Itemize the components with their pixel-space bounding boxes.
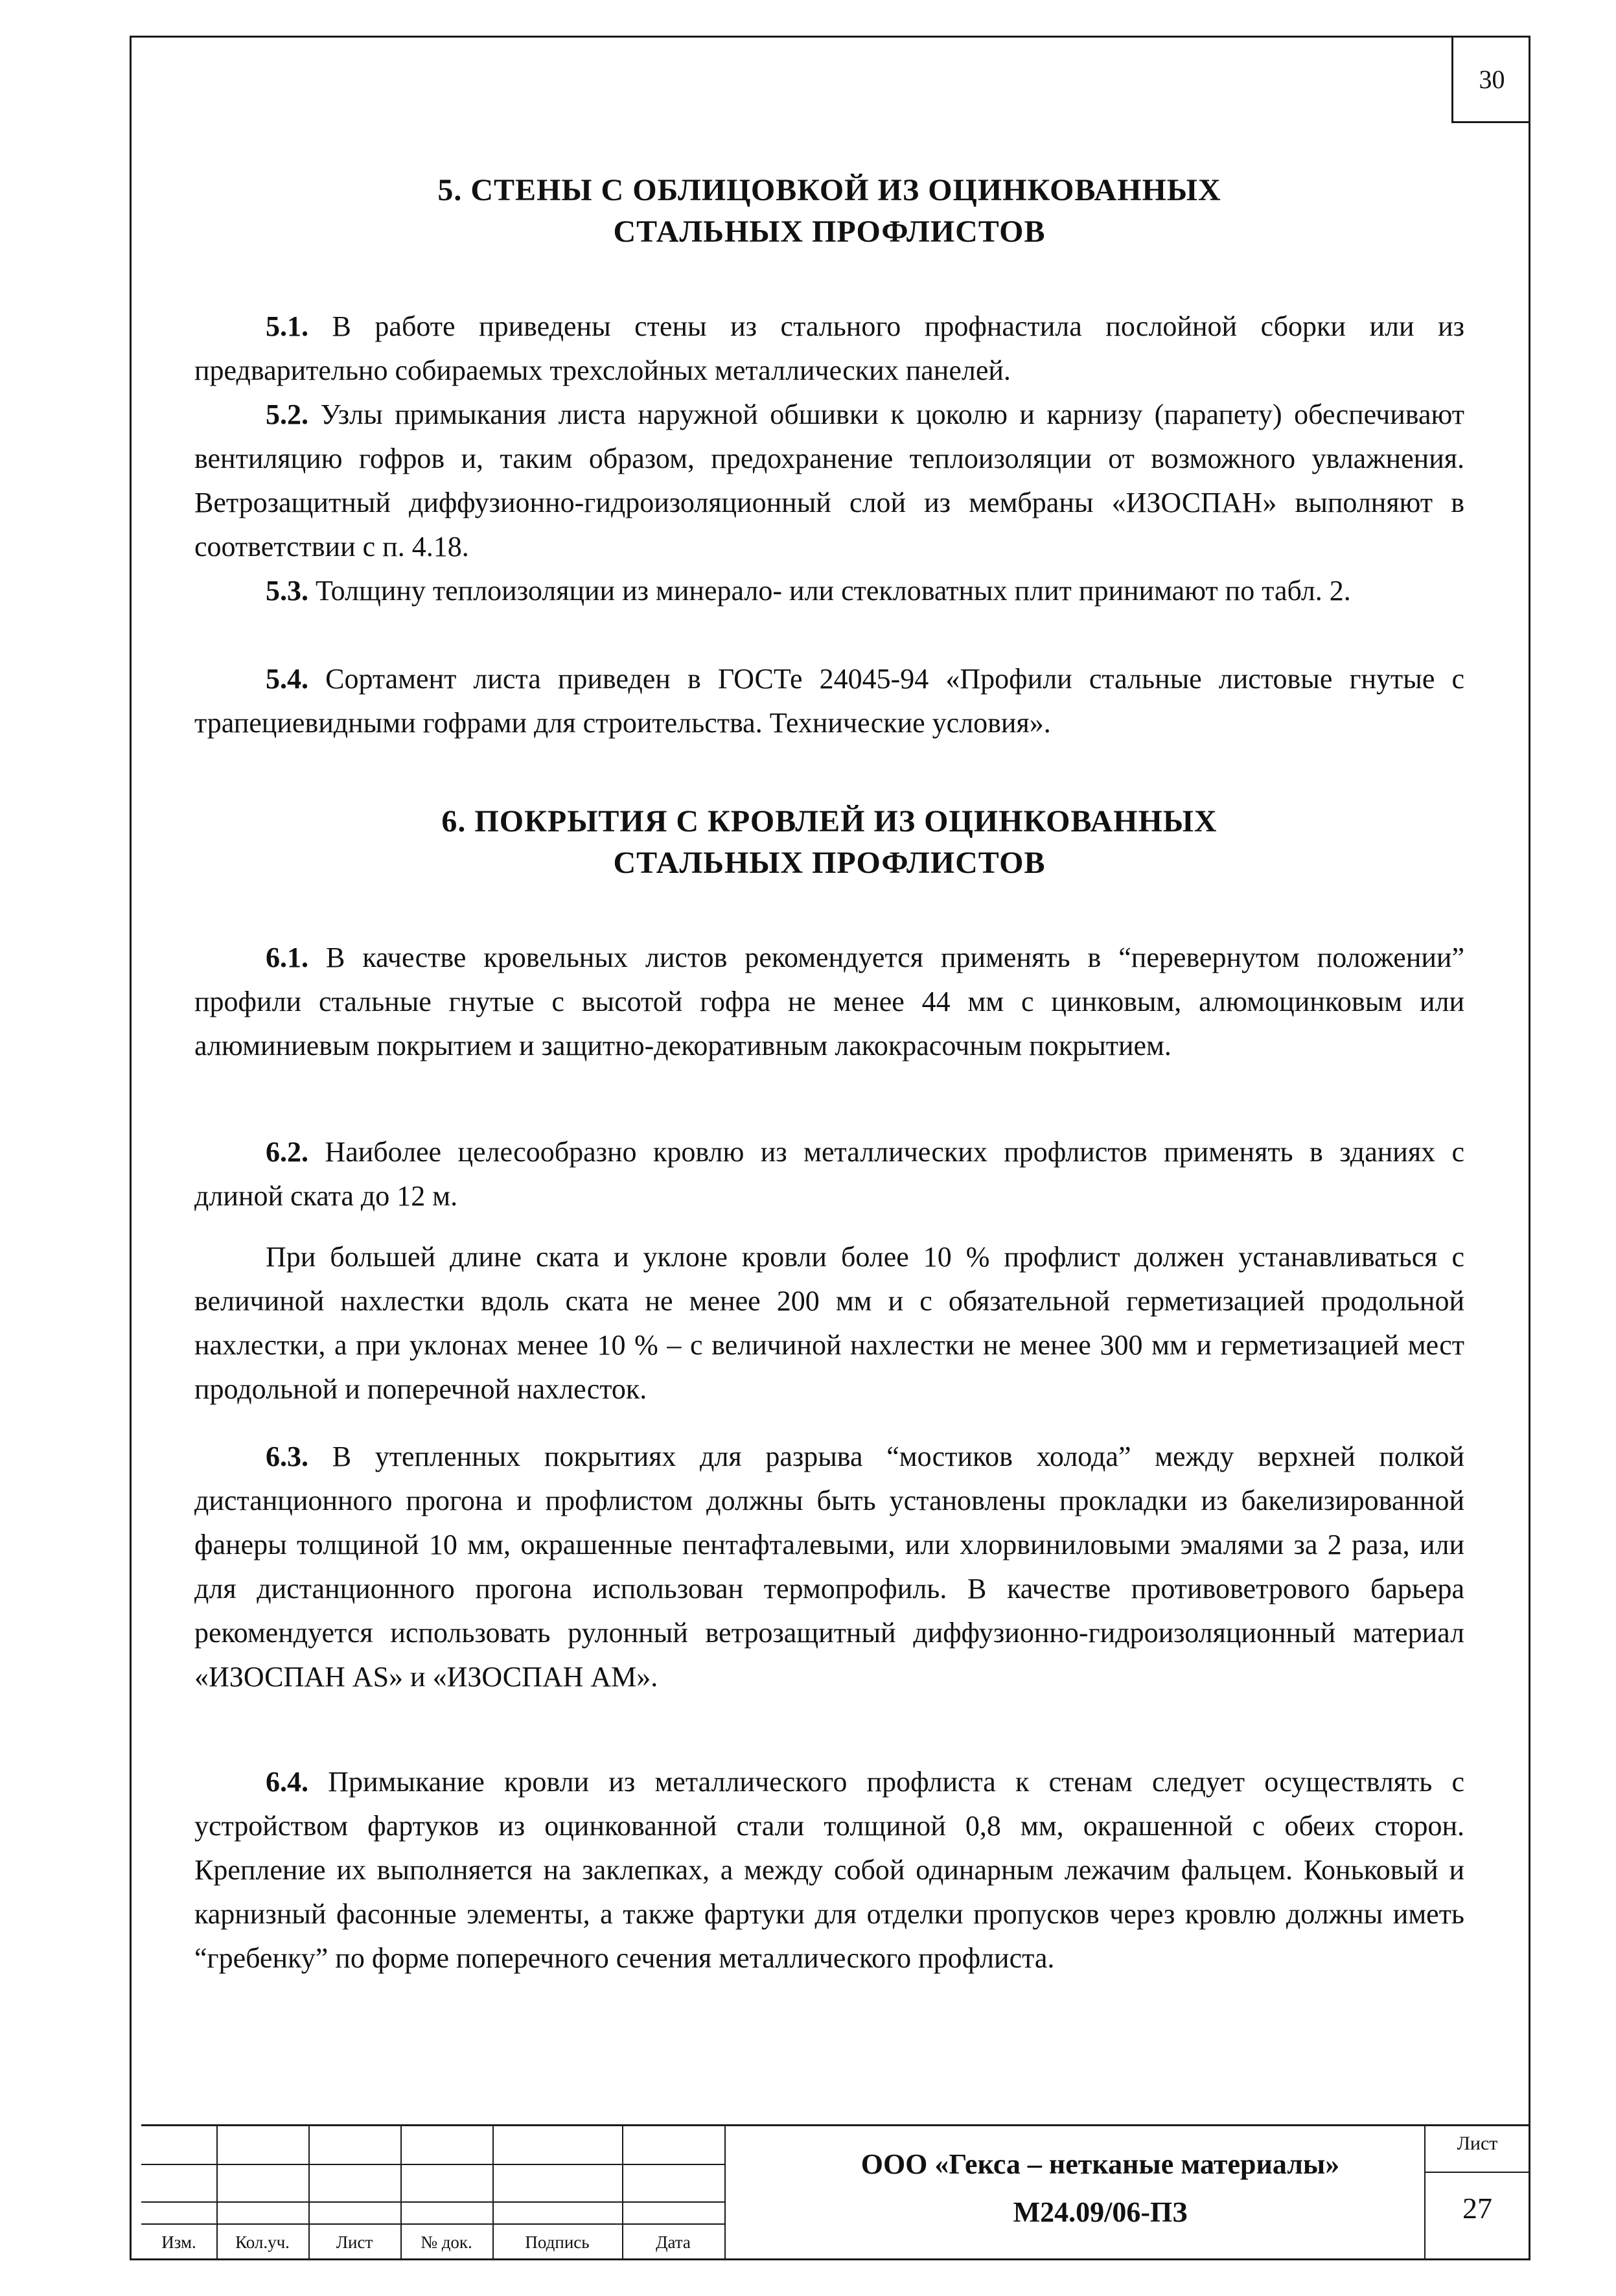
section-5-title bbox=[194, 170, 1464, 253]
section-5-title-line1: 5. СТЕНЫ С ОБЛИЦОВКОЙ ИЗ ОЦИНКОВАННЫХ bbox=[437, 173, 1221, 207]
document-code: М24.09/06-ПЗ bbox=[1013, 2196, 1188, 2228]
section-5-title-line2: СТАЛЬНЫХ ПРОФЛИСТОВ bbox=[613, 215, 1046, 249]
stamp-organization bbox=[776, 2140, 1424, 2236]
stamp-column-line bbox=[724, 2126, 726, 2260]
paragraph-5-2: 5.2. Узлы примыкания листа наружной обшивки к цоколю и карнизу (парапету) обеспечивают вентиляцию гофров и, таким образом, предохранение теплоизоляции от возможного увлажнения. Ветрозащитный диффузионно-гидроизоляционный слой из мембраны «ИЗОСПАН» выполняют в соответствии с п. 4.18. bbox=[194, 399, 1464, 562]
organization-name: ООО «Гекса – нетканые материалы» bbox=[860, 2148, 1340, 2180]
stamp-col-kol-uch: Кол.уч. bbox=[235, 2232, 290, 2252]
paragraph-6-4: 6.4. Примыкание кровли из металлического профлиста к стенам следует осуществлять с устройством фартуков из оцинкованной стали толщиной 0,8 мм, окрашенной с обеих сторон. Крепление их выполняется на заклепках, а между собой одинарным лежачим фальцем. Коньковый и карнизный фасонные элементы, а также фартуки для отделки пропусков через кровлю должны иметь “гребенку” по форме поперечного сечения металлического профлиста. bbox=[194, 1766, 1464, 1974]
stamp-row-line bbox=[141, 2164, 724, 2165]
stamp-col-izm: Изм. bbox=[161, 2232, 196, 2252]
paragraph-5-4: 5.4. Сортамент листа приведен в ГОСТе 24045-94 «Профили стальные листовые гнутые с трапециевидными гофрами для строительства. Технические условия». bbox=[194, 663, 1464, 739]
section-6-title bbox=[194, 801, 1464, 884]
stamp-col-list: Лист bbox=[336, 2232, 373, 2252]
stamp-sheet-number: 27 bbox=[1462, 2192, 1492, 2225]
section-6-title-line1: 6. ПОКРЫТИЯ С КРОВЛЕЙ ИЗ ОЦИНКОВАННЫХ bbox=[441, 804, 1218, 839]
stamp-row-line bbox=[1424, 2172, 1530, 2173]
stamp-col-signature: Подпись bbox=[525, 2232, 590, 2252]
stamp-col-doc-number: № док. bbox=[421, 2232, 472, 2252]
paragraph-6-2-continued: При большей длине ската и уклоне кровли более 10 % профлист должен устанавливаться с величиной нахлестки вдоль ската не менее 200 мм и с обязательной герметизацией продольной нахлестки, а при уклонах менее 10 % – с величиной нахлестки не менее 300 мм и герметизацией мест продольной и поперечной нахлесток. bbox=[194, 1241, 1464, 1405]
paragraph-5-3: 5.3. Толщину теплоизоляции из минерало- или стекловатных плит принимают по табл. 2. bbox=[266, 575, 1351, 607]
paragraph-5-1: 5.1. В работе приведены стены из стального профнастила послойной сборки или из предварительно собираемых трехслойных металлических панелей. bbox=[194, 310, 1464, 386]
title-block-stamp bbox=[141, 2124, 1530, 2260]
stamp-row-line bbox=[141, 2201, 724, 2203]
stamp-row-line bbox=[141, 2223, 724, 2225]
paragraph-6-1: 6.1. В качестве кровельных листов рекомендуется применять в “перевернутом положении” профили стальные гнутые с высотой гофра не менее 44 мм с цинковым, алюмоцинковым или алюминиевым покрытием и защитно-декоративным лакокрасочным покрытием. bbox=[194, 942, 1464, 1061]
section-6-title-line2: СТАЛЬНЫХ ПРОФЛИСТОВ bbox=[613, 846, 1046, 880]
top-page-number: 30 bbox=[1451, 38, 1530, 123]
paragraph-6-2: 6.2. Наиболее целесообразно кровлю из металлических профлистов применять в зданиях с длиной ската до 12 м. bbox=[194, 1136, 1464, 1212]
paragraph-6-3: 6.3. В утепленных покрытиях для разрыва “мостиков холода” между верхней полкой дистанционного прогона и профлистом должны быть установлены прокладки из бакелизированной фанеры толщиной 10 мм, окрашенные пентафталевыми, или хлорвиниловыми эмалями за 2 раза, или для дистанционного прогона использован термопрофиль. В качестве противоветрового барьера рекомендуется использовать рулонный ветрозащитный диффузионно-гидроизоляционный материал «ИЗОСПАН AS» и «ИЗОСПАН AM». bbox=[194, 1441, 1464, 1693]
stamp-sheet-label: Лист bbox=[1457, 2133, 1498, 2154]
stamp-col-date: Дата bbox=[656, 2232, 691, 2252]
